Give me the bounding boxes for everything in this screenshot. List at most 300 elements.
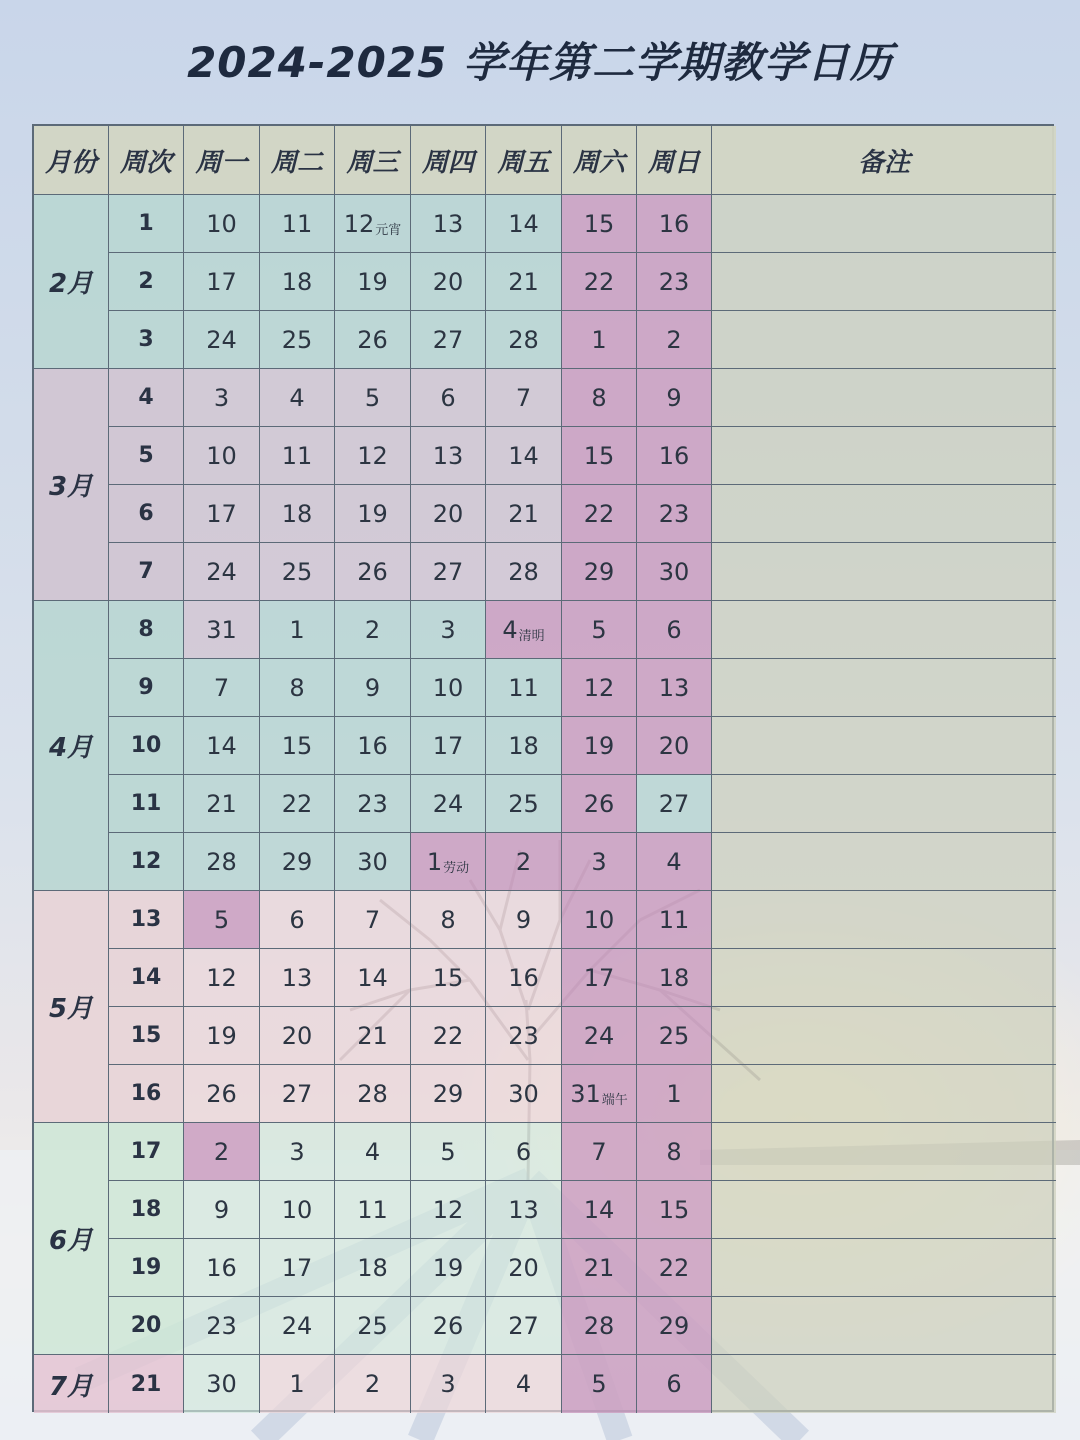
- day-cell: [411, 1123, 486, 1181]
- day-number: 13: [432, 209, 464, 238]
- day-number: 15: [432, 963, 464, 992]
- day-cell: [335, 253, 411, 311]
- day-number: 1: [591, 325, 607, 354]
- day-cell: [637, 369, 712, 427]
- day-cell: [486, 659, 562, 717]
- day-number: 10: [432, 673, 464, 702]
- day-number: 19: [206, 1021, 237, 1050]
- day-cell: [184, 1297, 260, 1355]
- day-cell: [260, 891, 335, 949]
- holiday-label: 清明: [518, 629, 545, 644]
- day-number: 12: [432, 1195, 464, 1224]
- day-cell: [184, 543, 260, 601]
- holiday-label: 端午: [601, 1093, 628, 1108]
- week-number: 9: [109, 659, 184, 717]
- day-number: 14: [357, 963, 388, 992]
- day-number: 17: [206, 499, 237, 528]
- day-cell: [562, 1297, 637, 1355]
- day-cell: [637, 659, 712, 717]
- week-number: 17: [109, 1123, 184, 1181]
- day-number: 9: [213, 1195, 230, 1224]
- day-number: 8: [289, 673, 305, 702]
- day-number: 1: [289, 1370, 305, 1398]
- day-number: 11: [508, 673, 539, 702]
- day-number: 5: [591, 615, 607, 644]
- day-cell: [260, 369, 335, 427]
- day-cell: [184, 195, 260, 253]
- day-number: 30: [658, 557, 690, 586]
- day-number: 13: [432, 441, 464, 470]
- day-cell: [562, 195, 637, 253]
- day-number: 20: [658, 731, 690, 760]
- day-cell: [335, 1355, 411, 1413]
- day-cell: [411, 1181, 486, 1239]
- day-number: 28: [508, 325, 539, 354]
- day-cell: [184, 833, 260, 891]
- day-number: 20: [432, 267, 464, 296]
- day-number: 25: [281, 325, 313, 354]
- week-number: 1: [109, 195, 184, 253]
- day-cell: [335, 1065, 411, 1123]
- day-cell: [411, 253, 486, 311]
- day-number: 26: [357, 325, 388, 354]
- day-cell: [637, 485, 712, 543]
- day-number: 16: [658, 209, 690, 238]
- day-number: 1: [426, 847, 443, 876]
- notes-cell: [712, 949, 1056, 1007]
- day-cell: [637, 1065, 712, 1123]
- day-cell: [335, 717, 411, 775]
- day-number: 24: [206, 557, 237, 586]
- day-cell: [486, 1065, 562, 1123]
- day-cell: [260, 601, 335, 659]
- day-number: 2: [666, 325, 682, 354]
- day-number: 9: [666, 383, 682, 412]
- header-cell: 周一: [184, 126, 260, 195]
- day-number: 4: [502, 615, 518, 644]
- day-cell: [562, 543, 637, 601]
- day-cell: [486, 427, 562, 485]
- notes-cell: [712, 543, 1056, 601]
- notes-cell: [712, 1123, 1056, 1181]
- day-cell: [637, 833, 712, 891]
- day-number: 26: [432, 1311, 464, 1340]
- week-number: 8: [109, 601, 184, 659]
- week-number: 21: [109, 1355, 184, 1413]
- day-number: 20: [508, 1253, 539, 1282]
- day-number: 24: [281, 1311, 313, 1340]
- notes-cell: [712, 1065, 1056, 1123]
- day-number: 14: [508, 441, 539, 470]
- day-cell: [335, 195, 411, 253]
- day-number: 4: [364, 1137, 381, 1166]
- day-number: 29: [432, 1079, 464, 1108]
- week-number: 2: [109, 253, 184, 311]
- week-number: 12: [109, 833, 184, 891]
- day-number: 26: [583, 789, 615, 818]
- day-number: 27: [432, 325, 464, 354]
- day-number: 11: [658, 905, 690, 934]
- day-number: 9: [364, 673, 381, 702]
- day-number: 30: [206, 1370, 237, 1398]
- day-cell: [335, 311, 411, 369]
- day-cell: [411, 427, 486, 485]
- day-number: 23: [357, 789, 388, 818]
- day-cell: [335, 659, 411, 717]
- day-number: 23: [508, 1021, 539, 1050]
- day-cell: [184, 1007, 260, 1065]
- day-number: 20: [432, 499, 464, 528]
- day-cell: [260, 1239, 335, 1297]
- day-number: 31: [206, 615, 237, 644]
- day-cell: [184, 485, 260, 543]
- day-number: 22: [432, 1021, 464, 1050]
- day-number: 12: [343, 209, 375, 238]
- day-number: 21: [357, 1021, 388, 1050]
- day-cell: [486, 891, 562, 949]
- day-cell: [411, 1297, 486, 1355]
- day-number: 19: [357, 267, 388, 296]
- notes-cell: [712, 427, 1056, 485]
- day-cell: [562, 427, 637, 485]
- day-cell: [562, 601, 637, 659]
- day-cell: [486, 1007, 562, 1065]
- day-number: 8: [666, 1137, 682, 1166]
- day-number: 17: [583, 963, 615, 992]
- day-cell: [637, 1181, 712, 1239]
- day-number: 18: [281, 499, 313, 528]
- day-cell: [260, 1355, 335, 1413]
- day-cell: [184, 1123, 260, 1181]
- day-number: 28: [206, 847, 237, 876]
- day-number: 16: [658, 441, 690, 470]
- notes-cell: [712, 833, 1056, 891]
- day-number: 23: [206, 1311, 237, 1340]
- day-number: 16: [206, 1253, 237, 1282]
- day-cell: [335, 949, 411, 1007]
- day-number: 7: [364, 905, 381, 934]
- day-cell: [637, 427, 712, 485]
- day-number: 13: [508, 1195, 539, 1224]
- day-cell: [486, 775, 562, 833]
- day-number: 5: [440, 1137, 456, 1166]
- day-cell: [411, 1355, 486, 1413]
- day-cell: [637, 949, 712, 1007]
- day-cell: [637, 775, 712, 833]
- day-number: 16: [357, 731, 388, 760]
- day-number: 6: [666, 1370, 682, 1398]
- day-number: 24: [432, 789, 464, 818]
- day-cell: [411, 1239, 486, 1297]
- day-cell: [260, 1065, 335, 1123]
- day-number: 12: [583, 673, 615, 702]
- day-number: 25: [658, 1021, 690, 1050]
- day-cell: [411, 891, 486, 949]
- day-number: 18: [508, 731, 539, 760]
- month-label: 2月: [34, 195, 109, 369]
- week-number: 18: [109, 1181, 184, 1239]
- day-number: 13: [281, 963, 313, 992]
- day-number: 22: [583, 267, 615, 296]
- day-number: 10: [281, 1195, 313, 1224]
- day-number: 17: [281, 1253, 313, 1282]
- day-cell: [184, 949, 260, 1007]
- day-cell: [260, 485, 335, 543]
- header-cell: 周次: [109, 126, 184, 195]
- day-cell: [260, 949, 335, 1007]
- day-number: 27: [658, 789, 690, 818]
- day-cell: [335, 1181, 411, 1239]
- day-number: 27: [281, 1079, 313, 1108]
- day-cell: [562, 1123, 637, 1181]
- day-number: 7: [591, 1137, 607, 1166]
- notes-cell: [712, 253, 1056, 311]
- day-number: 4: [666, 847, 682, 876]
- week-number: 16: [109, 1065, 184, 1123]
- day-cell: [260, 311, 335, 369]
- day-cell: [260, 1007, 335, 1065]
- day-cell: [335, 891, 411, 949]
- day-cell: [335, 1239, 411, 1297]
- day-number: 22: [281, 789, 313, 818]
- header-cell: 周四: [411, 126, 486, 195]
- day-cell: [562, 891, 637, 949]
- notes-cell: [712, 1297, 1056, 1355]
- day-cell: [335, 427, 411, 485]
- day-number: 3: [289, 1137, 305, 1166]
- day-cell: [184, 601, 260, 659]
- day-number: 3: [440, 1370, 456, 1398]
- day-cell: [260, 775, 335, 833]
- day-number: 18: [658, 963, 690, 992]
- day-number: 14: [508, 209, 539, 238]
- day-cell: [486, 833, 562, 891]
- day-number: 28: [357, 1079, 388, 1108]
- day-cell: [562, 485, 637, 543]
- day-number: 6: [440, 383, 456, 412]
- day-cell: [411, 195, 486, 253]
- day-number: 14: [583, 1195, 615, 1224]
- day-cell: [184, 427, 260, 485]
- day-number: 5: [213, 905, 230, 934]
- header-cell: 周三: [335, 126, 411, 195]
- day-number: 15: [583, 441, 615, 470]
- day-cell: [637, 1123, 712, 1181]
- day-number: 18: [281, 267, 313, 296]
- day-number: 12: [357, 441, 388, 470]
- day-number: 23: [658, 499, 690, 528]
- notes-cell: [712, 1355, 1056, 1413]
- week-number: 10: [109, 717, 184, 775]
- day-number: 21: [583, 1253, 615, 1282]
- header-cell: 周二: [260, 126, 335, 195]
- day-cell: [486, 369, 562, 427]
- header-cell: 周六: [562, 126, 637, 195]
- notes-cell: [712, 1181, 1056, 1239]
- day-cell: [335, 1007, 411, 1065]
- day-number: 30: [357, 847, 388, 876]
- day-cell: [486, 195, 562, 253]
- day-number: 29: [281, 847, 313, 876]
- day-number: 10: [583, 905, 615, 934]
- notes-cell: [712, 1007, 1056, 1065]
- day-number: 26: [206, 1079, 237, 1108]
- month-label: 5月: [34, 891, 109, 1123]
- header-cell: 备注: [712, 126, 1056, 195]
- week-number: 19: [109, 1239, 184, 1297]
- day-cell: [637, 253, 712, 311]
- day-number: 2: [364, 615, 381, 644]
- day-cell: [411, 717, 486, 775]
- day-cell: [562, 1181, 637, 1239]
- day-number: 27: [432, 557, 464, 586]
- day-number: 3: [213, 383, 230, 412]
- day-cell: [335, 1123, 411, 1181]
- day-number: 29: [658, 1311, 690, 1340]
- day-cell: [411, 311, 486, 369]
- day-number: 11: [281, 441, 313, 470]
- notes-cell: [712, 311, 1056, 369]
- notes-cell: [712, 891, 1056, 949]
- day-cell: [486, 311, 562, 369]
- day-number: 10: [206, 209, 237, 238]
- day-cell: [637, 1239, 712, 1297]
- day-cell: [562, 1239, 637, 1297]
- week-number: 6: [109, 485, 184, 543]
- day-cell: [411, 485, 486, 543]
- week-number: 3: [109, 311, 184, 369]
- day-number: 16: [508, 963, 539, 992]
- day-cell: [486, 717, 562, 775]
- day-number: 18: [357, 1253, 388, 1282]
- day-number: 5: [364, 383, 381, 412]
- day-cell: [411, 601, 486, 659]
- day-cell: [411, 1065, 486, 1123]
- day-number: 11: [281, 209, 313, 238]
- day-cell: [486, 485, 562, 543]
- notes-cell: [712, 485, 1056, 543]
- day-number: 20: [281, 1021, 313, 1050]
- day-number: 17: [432, 731, 464, 760]
- day-cell: [562, 833, 637, 891]
- day-number: 6: [515, 1137, 532, 1166]
- holiday-label: 元宵: [375, 223, 402, 238]
- day-number: 30: [508, 1079, 539, 1108]
- day-number: 22: [583, 499, 615, 528]
- day-cell: [260, 717, 335, 775]
- day-cell: [260, 543, 335, 601]
- day-cell: [562, 775, 637, 833]
- day-cell: [562, 311, 637, 369]
- week-number: 5: [109, 427, 184, 485]
- day-number: 19: [583, 731, 615, 760]
- notes-cell: [712, 369, 1056, 427]
- notes-cell: [712, 1239, 1056, 1297]
- day-number: 21: [508, 499, 539, 528]
- day-number: 29: [583, 557, 615, 586]
- day-cell: [184, 1181, 260, 1239]
- day-cell: [637, 1007, 712, 1065]
- day-number: 25: [508, 789, 539, 818]
- day-number: 8: [440, 905, 456, 934]
- notes-cell: [712, 195, 1056, 253]
- day-cell: [184, 659, 260, 717]
- notes-cell: [712, 775, 1056, 833]
- day-number: 25: [281, 557, 313, 586]
- day-cell: [486, 1239, 562, 1297]
- month-label: 4月: [34, 601, 109, 891]
- day-cell: [486, 1123, 562, 1181]
- day-cell: [486, 1181, 562, 1239]
- notes-cell: [712, 659, 1056, 717]
- day-cell: [335, 369, 411, 427]
- day-number: 15: [658, 1195, 690, 1224]
- day-number: 28: [508, 557, 539, 586]
- day-cell: [637, 1355, 712, 1413]
- day-cell: [486, 543, 562, 601]
- month-label: 6月: [34, 1123, 109, 1355]
- day-cell: [260, 833, 335, 891]
- day-cell: [411, 1007, 486, 1065]
- day-number: 4: [289, 383, 305, 412]
- day-cell: [637, 717, 712, 775]
- day-cell: [335, 485, 411, 543]
- day-cell: [562, 1007, 637, 1065]
- day-number: 23: [658, 267, 690, 296]
- day-cell: [335, 833, 411, 891]
- day-cell: [486, 949, 562, 1007]
- day-number: 13: [658, 673, 690, 702]
- day-cell: [637, 311, 712, 369]
- page-title: 2024-2025 学年第二学期教学日历: [187, 38, 893, 87]
- day-number: 7: [515, 383, 532, 412]
- calendar-table: [32, 124, 1054, 1412]
- day-cell: [260, 1181, 335, 1239]
- day-number: 24: [583, 1021, 615, 1050]
- day-cell: [411, 369, 486, 427]
- day-number: 15: [281, 731, 313, 760]
- day-number: 25: [357, 1311, 388, 1340]
- day-number: 2: [213, 1137, 230, 1166]
- day-number: 3: [440, 615, 456, 644]
- day-number: 9: [515, 905, 532, 934]
- week-number: 13: [109, 891, 184, 949]
- day-cell: [184, 369, 260, 427]
- day-number: 3: [591, 847, 607, 876]
- day-cell: [260, 1297, 335, 1355]
- day-cell: [184, 891, 260, 949]
- day-number: 6: [289, 905, 305, 934]
- day-cell: [260, 427, 335, 485]
- day-number: 12: [206, 963, 237, 992]
- day-cell: [562, 1355, 637, 1413]
- day-cell: [184, 1355, 260, 1413]
- day-cell: [637, 891, 712, 949]
- day-number: 4: [515, 1370, 532, 1398]
- day-number: 7: [213, 673, 230, 702]
- day-number: 24: [206, 325, 237, 354]
- week-number: 4: [109, 369, 184, 427]
- day-cell: [562, 369, 637, 427]
- day-number: 8: [591, 383, 607, 412]
- week-number: 20: [109, 1297, 184, 1355]
- day-cell: [260, 195, 335, 253]
- day-number: 2: [515, 847, 532, 876]
- week-number: 11: [109, 775, 184, 833]
- month-label: 7月: [34, 1355, 109, 1413]
- day-number: 22: [658, 1253, 690, 1282]
- day-cell: [637, 1297, 712, 1355]
